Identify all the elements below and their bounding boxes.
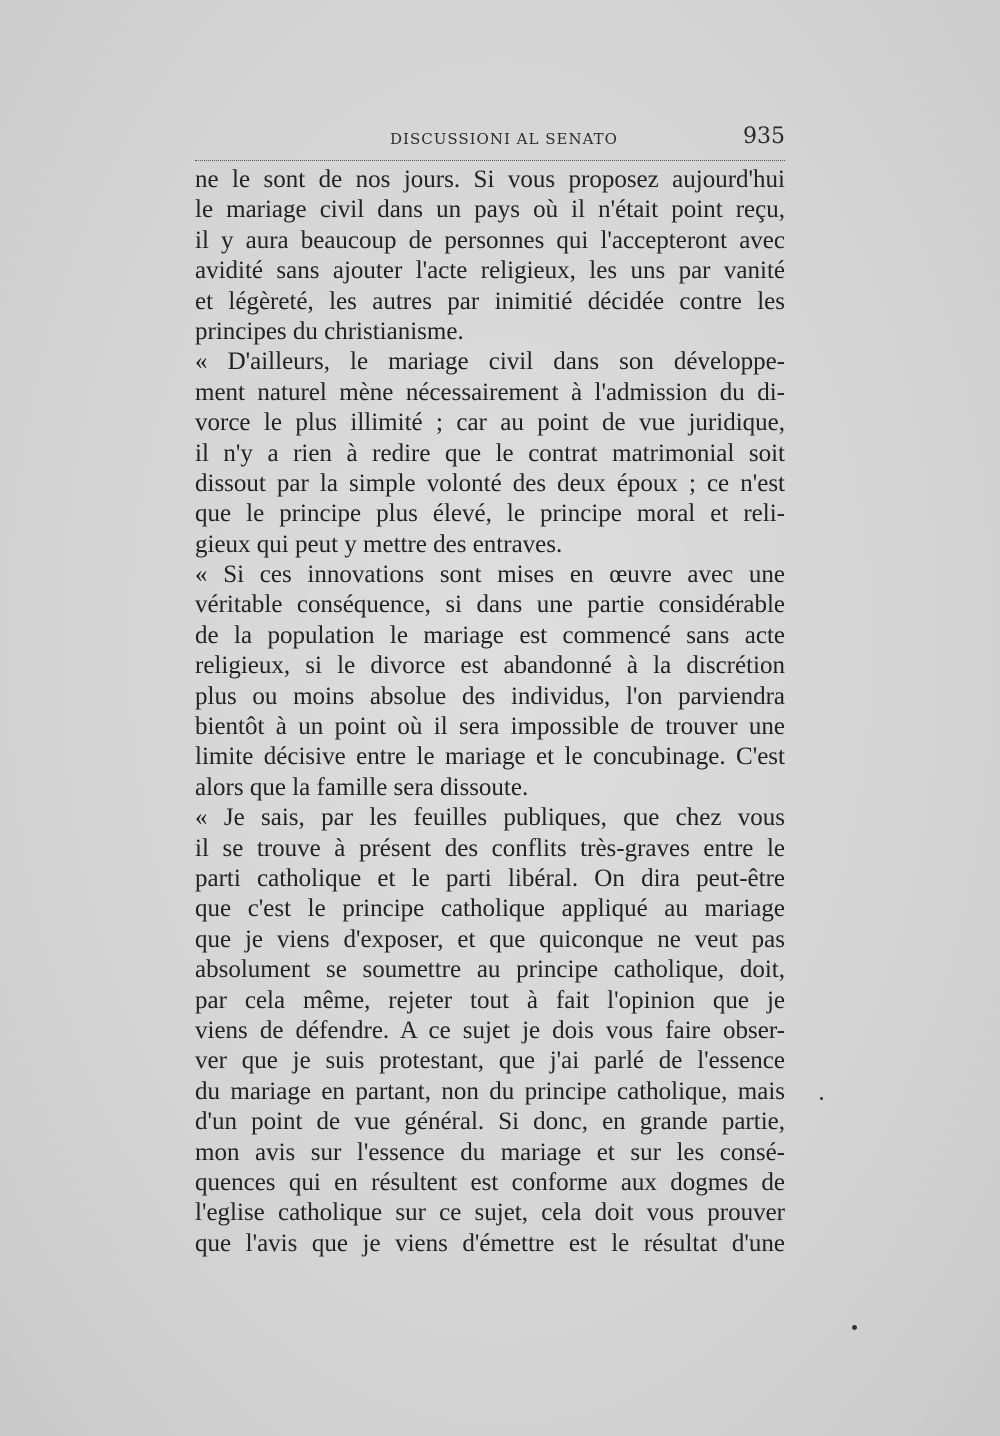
text-line: viens de défendre. A ce sujet je dois vous faire obser- [195, 1016, 785, 1044]
text-line: que l'avis que je viens d'émettre est le résultat d'une [195, 1229, 785, 1257]
running-header [195, 120, 785, 161]
page-number: 935 [743, 124, 785, 149]
text-line: il n'y a rien à redire que le contrat matrimonial soit [195, 439, 785, 467]
text-line: vorce le plus illimité ; car au point de vue juridique, [195, 409, 785, 437]
text-line: parti catholique et le parti libéral. On dira peut-être [195, 864, 785, 892]
text-line: que c'est le principe catholique appliqué au mariage [195, 895, 785, 923]
text-line: le mariage civil dans un pays où il n'était point reçu, [195, 196, 785, 224]
text-line: par cela même, rejeter tout à fait l'opinion que je [195, 986, 785, 1014]
text-line: ment naturel mène nécessairement à l'admission du di- [195, 378, 785, 406]
text-line: gieux qui peut y mettre des entraves. [195, 530, 563, 558]
text-line: principes du christianisme. [195, 317, 464, 345]
text-line: véritable conséquence, si dans une partie considérable [195, 591, 785, 619]
text-line: « Si ces innovations sont mises en œuvre avec une [195, 561, 785, 589]
body-text [195, 165, 785, 1259]
text-line: de la population le mariage est commencé sans acte [195, 621, 785, 649]
text-line: « Je sais, par les feuilles publiques, que chez vous [195, 804, 785, 832]
text-line: limite décisive entre le mariage et le concubinage. C'est [195, 743, 785, 771]
text-line: que je viens d'exposer, et que quiconque ne veut pas [195, 925, 785, 953]
text-line: alors que la famille sera dissoute. [195, 773, 529, 801]
text-line: du mariage en partant, non du principe catholique, mais [195, 1077, 785, 1105]
text-line: quences qui en résultent est conforme aux dogmes de [195, 1168, 785, 1196]
text-line: religieux, si le divorce est abandonné à la discrétion [195, 652, 785, 680]
text-line: bientôt à un point où il sera impossible de trouver une [195, 713, 785, 741]
text-line: « D'ailleurs, le mariage civil dans son développe- [195, 348, 785, 376]
ink-speck [852, 1325, 857, 1330]
text-line: absolument se soumettre au principe catholique, doit, [195, 956, 785, 984]
text-line: et légèreté, les autres par inimitié décidée contre les [195, 287, 785, 315]
text-line: avidité sans ajouter l'acte religieux, les uns par vanité [195, 257, 785, 285]
ink-speck [820, 1097, 823, 1100]
text-line: mon avis sur l'essence du mariage et sur les consé- [195, 1138, 785, 1166]
running-title: DISCUSSIONI AL SENATO [390, 130, 618, 148]
text-line: que le principe plus élevé, le principe moral et reli- [195, 500, 785, 528]
text-line: il y aura beaucoup de personnes qui l'accepteront avec [195, 226, 785, 254]
text-line: plus ou moins absolue des individus, l'on parviendra [195, 682, 785, 710]
text-line: l'eglise catholique sur ce sujet, cela doit vous prouver [195, 1199, 785, 1227]
text-line: ver que je suis protestant, que j'ai parlé de l'essence [195, 1047, 785, 1075]
text-line: il se trouve à présent des conflits très-graves entre le [195, 834, 785, 862]
text-line: d'un point de vue général. Si donc, en grande partie, [195, 1108, 785, 1136]
text-line: ne le sont de nos jours. Si vous proposez aujourd'hui [195, 166, 785, 193]
text-line: dissout par la simple volonté des deux époux ; ce n'est [195, 469, 785, 497]
